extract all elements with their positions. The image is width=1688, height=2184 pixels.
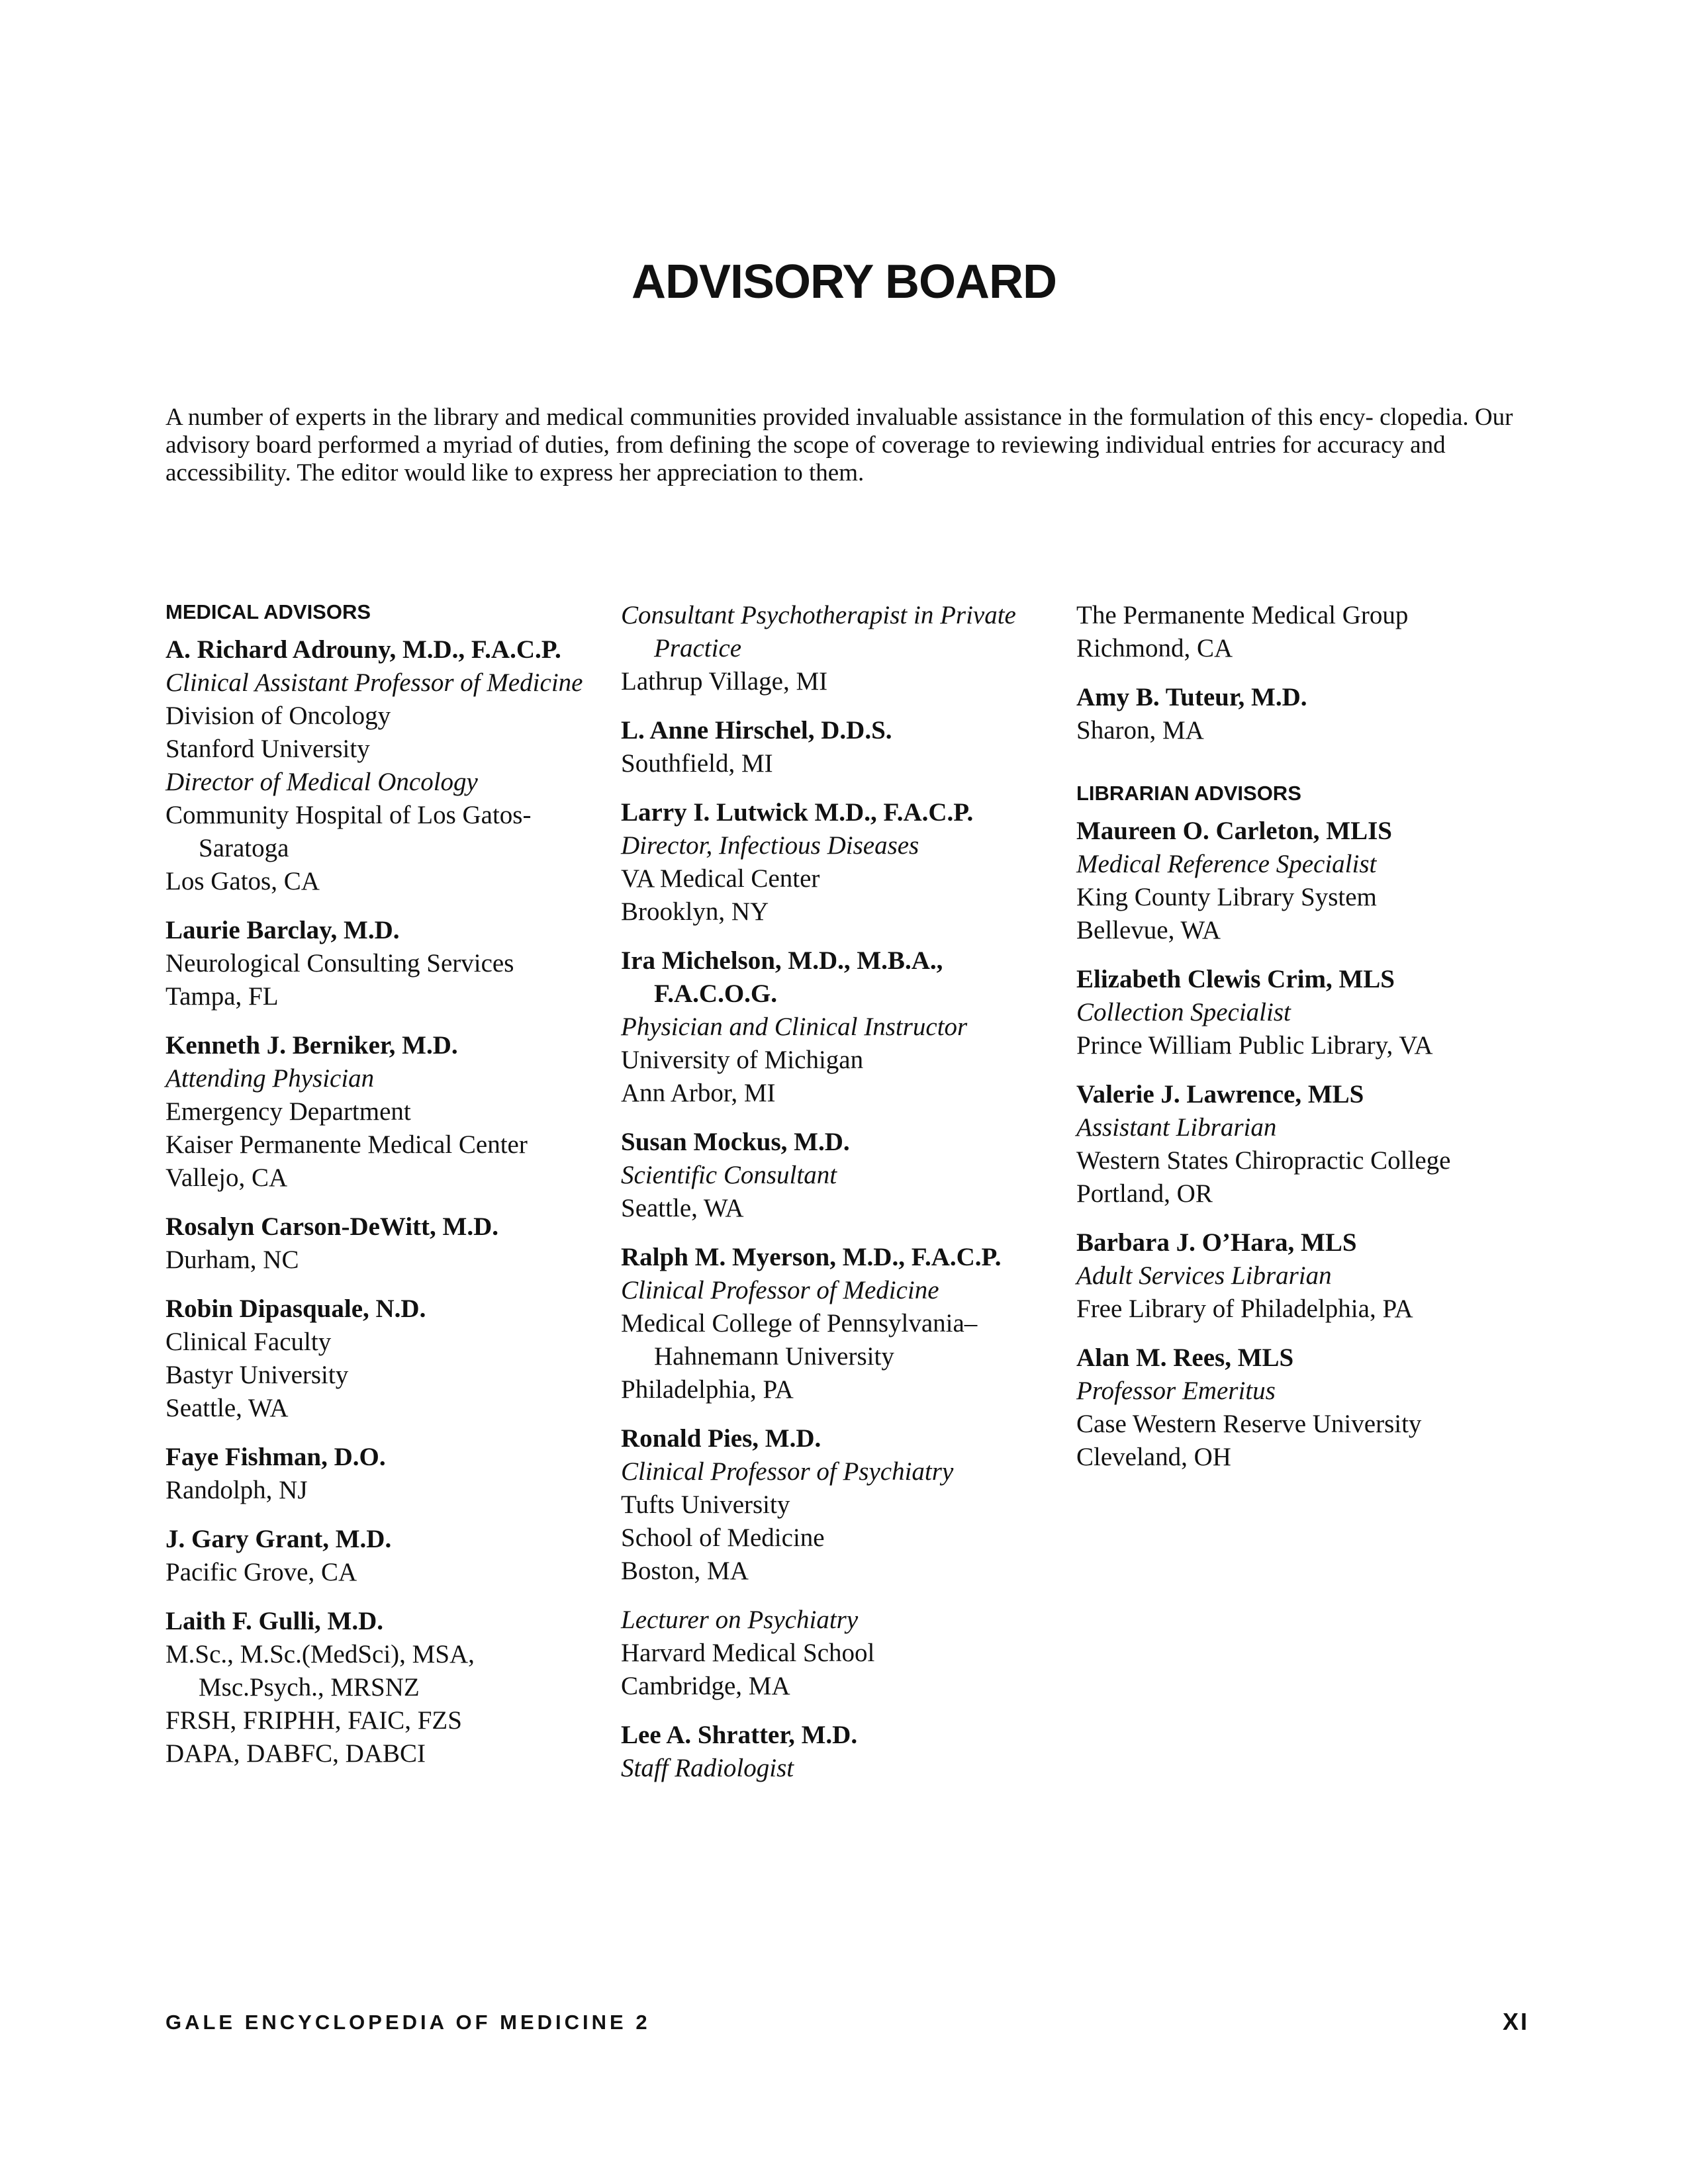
page-number: XI [1502,2008,1529,2035]
advisor-detail: Pacific Grove, CA [165,1558,357,1586]
advisor-detail: Bastyr University [165,1361,349,1389]
advisor-title: Attending Physician [165,1064,375,1093]
advisor-detail: Brooklyn, NY [621,897,769,926]
advisor-entry [621,1719,1045,1785]
advisor-detail: Clinical Faculty [165,1328,332,1356]
advisor-detail: Bellevue, WA [1076,916,1221,944]
advisor-detail: Stanford University [165,735,370,763]
advisor-title: Physician and Clinical Instructor [621,1013,968,1041]
advisor-detail: Community Hospital of Los Gatos-Saratoga [165,801,532,862]
advisor-detail: VA Medical Center [621,864,820,893]
advisor-name: Susan Mockus, M.D. [621,1128,850,1156]
advisor-title: Director of Medical Oncology [165,768,478,796]
advisor-detail: Los Gatos, CA [165,867,320,895]
advisor-detail: Randolph, NJ [165,1476,308,1504]
advisor-name: L. Anne Hirschel, D.D.S. [621,716,892,745]
advisor-name: Alan M. Rees, MLS [1076,1343,1294,1372]
advisor-detail: Lathrup Village, MI [621,667,828,696]
advisor-name: Laurie Barclay, M.D. [165,916,400,944]
advisor-entry [1076,599,1500,665]
advisor-entry [1076,963,1500,1062]
advisor-name: Larry I. Lutwick M.D., F.A.C.P. [621,798,974,827]
advisor-entry [621,714,1045,780]
advisor-detail: Tampa, FL [165,982,279,1011]
advisor-detail: Vallejo, CA [165,1163,288,1192]
advisor-entry [165,1293,589,1425]
advisor-name: Ralph M. Myerson, M.D., F.A.C.P. [621,1243,1002,1271]
advisor-detail: Kaiser Permanente Medical Center [165,1130,528,1159]
advisor-title: Clinical Assistant Professor of Medicine [165,668,583,697]
advisor-detail: Neurological Consulting Services [165,949,514,978]
advisor-detail: Cambridge, MA [621,1672,790,1700]
advisor-detail: Western States Chiropractic College [1076,1146,1451,1175]
advisor-entry [165,1523,589,1589]
advisor-title: Clinical Professor of Medicine [621,1276,939,1304]
advisor-name: Elizabeth Clewis Crim, MLS [1076,965,1395,993]
advisor-name: Robin Dipasquale, N.D. [165,1295,426,1323]
advisor-detail: Case Western Reserve University [1076,1410,1422,1438]
advisor-title: Adult Services Librarian [1076,1261,1332,1290]
advisor-title: Collection Specialist [1076,998,1291,1026]
advisor-detail: Free Library of Philadelphia, PA [1076,1295,1413,1323]
advisor-detail: Boston, MA [621,1557,749,1585]
advisor-entry [621,1126,1045,1225]
advisor-title: Medical Reference Specialist [1076,850,1377,878]
advisor-entry [1076,681,1500,747]
advisor-detail: M.Sc., M.Sc.(MedSci), MSA, Msc.Psych., MRSNZ [165,1640,475,1702]
advisor-name: Valerie J. Lawrence, MLS [1076,1080,1364,1109]
advisor-detail: Ann Arbor, MI [621,1079,776,1107]
advisor-detail: Emergency Department [165,1097,411,1126]
advisor-entry [165,633,589,898]
advisor-name: Rosalyn Carson-DeWitt, M.D. [165,1212,499,1241]
advisor-detail: DAPA, DABFC, DABCI [165,1739,426,1768]
advisor-entry [1076,815,1500,947]
advisor-detail: Cleveland, OH [1076,1443,1231,1471]
advisor-entry [621,1422,1045,1588]
column-2 [621,599,1045,1801]
advisor-detail: Sharon, MA [1076,716,1204,745]
advisor-title: Professor Emeritus [1076,1377,1276,1405]
advisor-entry [1076,1342,1500,1474]
advisor-entry [165,914,589,1013]
advisor-detail: King County Library System [1076,883,1377,911]
advisor-name: Kenneth J. Berniker, M.D. [165,1031,458,1060]
entries-col3-top [1076,599,1500,747]
advisor-title: Lecturer on Psychiatry [621,1606,859,1634]
advisor-name: J. Gary Grant, M.D. [165,1525,392,1553]
advisor-detail: Seattle, WA [165,1394,289,1422]
advisor-detail: FRSH, FRIPHH, FAIC, FZS [165,1706,462,1735]
entries-col3-librarians [1076,815,1500,1474]
advisor-title: Assistant Librarian [1076,1113,1277,1142]
advisor-detail: Harvard Medical School [621,1639,875,1667]
advisor-detail: Division of Oncology [165,702,391,730]
advisor-name: Lee A. Shratter, M.D. [621,1721,858,1749]
advisor-entry [621,599,1045,698]
advisor-title: Staff Radiologist [621,1754,794,1782]
column-3 [1076,599,1500,1490]
advisor-name: Maureen O. Carleton, MLIS [1076,817,1392,845]
advisor-detail: Portland, OR [1076,1179,1213,1208]
advisor-detail: School of Medicine [621,1524,825,1552]
advisor-title: Clinical Professor of Psychiatry [621,1457,954,1486]
advisor-detail: Seattle, WA [621,1194,744,1222]
advisor-entry [621,944,1045,1110]
intro-paragraph: A number of experts in the library and medical communities provided invaluable assistance in the formulation of this ency- clopedia. Our advisory board performed a myriad of duties, from defining the scope of coverage to reviewing individual entries for accuracy and accessibility. The editor would like to express her appreciation to them. [165,404,1513,486]
advisor-entry [165,1210,589,1277]
advisor-detail: Medical College of Pennsylvania–Hahnemann University [621,1309,978,1371]
footer-title: GALE ENCYCLOPEDIA OF MEDICINE 2 [165,2011,651,2034]
advisor-detail: University of Michigan [621,1046,864,1074]
advisor-title: Director, Infectious Diseases [621,831,919,860]
advisor-name: Amy B. Tuteur, M.D. [1076,683,1307,711]
advisor-detail: Southfield, MI [621,749,773,778]
advisor-entry [621,1604,1045,1703]
advisor-name: Laith F. Gulli, M.D. [165,1607,384,1635]
entries-col1 [165,633,589,1770]
section-heading-librarian: LIBRARIAN ADVISORS [1076,782,1301,805]
advisor-entry [1076,1226,1500,1326]
advisor-name: Ronald Pies, M.D. [621,1424,821,1453]
advisor-name: Faye Fishman, D.O. [165,1443,386,1471]
advisor-entry [621,1241,1045,1406]
entries-col2 [621,599,1045,1785]
advisor-entry [621,796,1045,929]
advisor-name: Barbara J. O’Hara, MLS [1076,1228,1357,1257]
advisor-detail: Durham, NC [165,1246,299,1274]
advisor-title: Consultant Psychotherapist in Private Practice [621,601,1016,662]
advisor-name: A. Richard Adrouny, M.D., F.A.C.P. [165,635,561,664]
page-title: ADVISORY BOARD [631,255,1057,308]
section-heading-medical: MEDICAL ADVISORS [165,600,371,623]
advisor-name: Ira Michelson, M.D., M.B.A., F.A.C.O.G. [621,946,943,1008]
advisor-title: Scientific Consultant [621,1161,837,1189]
advisor-detail: Tufts University [621,1490,790,1519]
advisor-entry [165,1441,589,1507]
advisor-detail: Prince William Public Library, VA [1076,1031,1433,1060]
advisor-entry [165,1605,589,1770]
advisor-entry [165,1029,589,1195]
advisor-detail: Richmond, CA [1076,634,1233,662]
advisor-entry [1076,1078,1500,1210]
advisor-detail: The Permanente Medical Group [1076,601,1409,629]
advisor-detail: Philadelphia, PA [621,1375,794,1404]
column-1 [165,599,589,1786]
